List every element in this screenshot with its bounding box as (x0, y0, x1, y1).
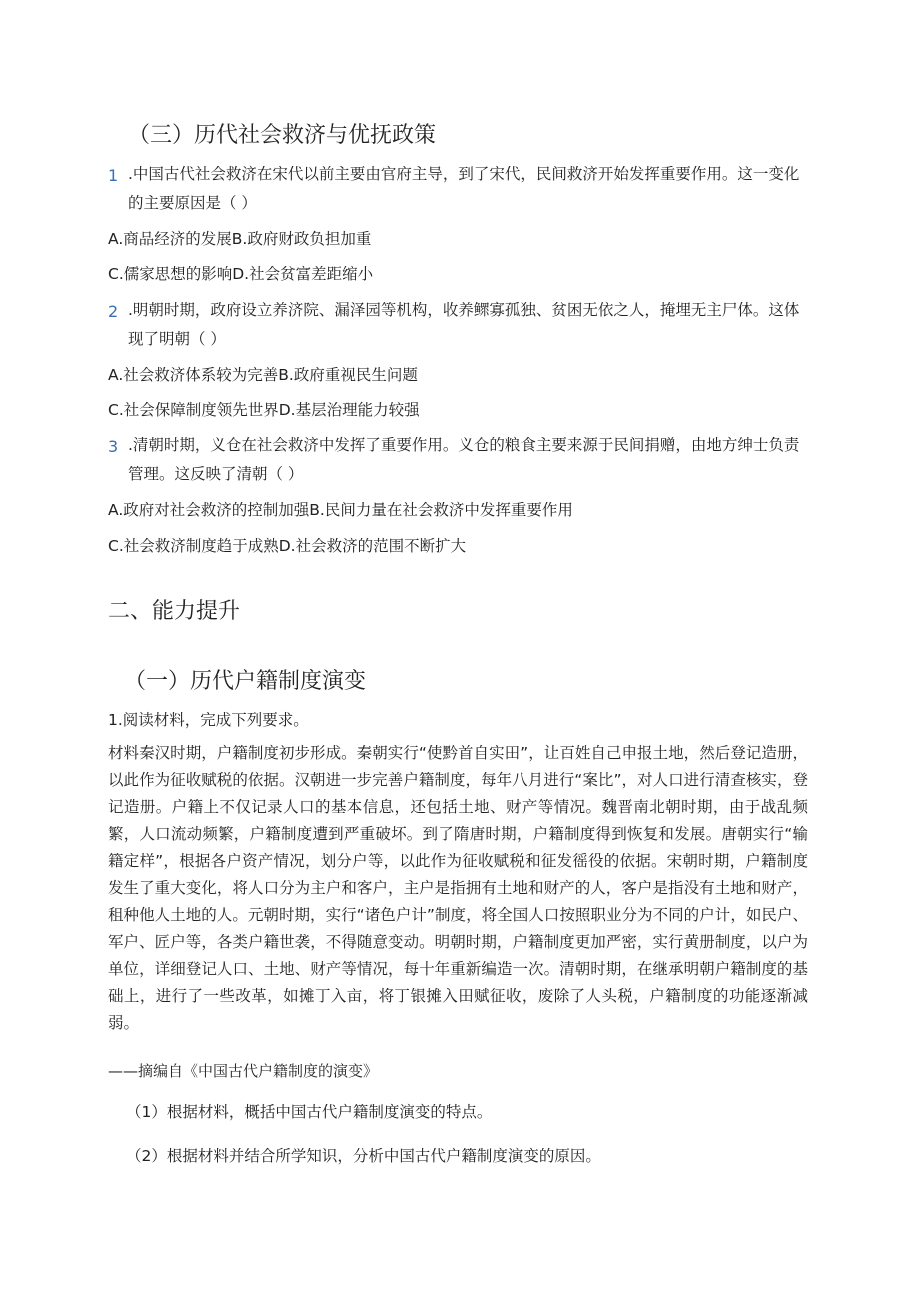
answer-options: A.社会救济体系较为完善B.政府重视民生问题 (108, 366, 418, 384)
question-number: 1 (108, 166, 119, 185)
question-stem-line: 现了明朝（ ） (128, 330, 226, 348)
question-stem-line: .中国古代社会救济在宋代以前主要由官府主导，到了宋代，民间救济开始发挥重要作用。这一变化 (128, 165, 800, 183)
material-paragraph: 材料秦汉时期，户籍制度初步形成。秦朝实行“使黔首自实田”，让百姓自己申报土地，然后登记造册，以此作为征收赋税的依据。汉朝进一步完善户籍制度，每年八月进行“案比”，对人口进行清查核实，登记造册。户籍上不仅记录人口的基本信息，还包括土地、财产等情况。魏晋南北朝时期，由于战乱频繁，人口流动频繁，户籍制度遭到严重破坏。到了隋唐时期，户籍制度得到恢复和发展。唐朝实行“输籍定样”，根据各户资产情况，划分户等，以此作为征收赋税和征发徭役的依据。宋朝时期，户籍制度发生了重大变化，将人口分为主户和客户，主户是指拥有土地和财产的人，客户是指没有土地和财产，租种他人土地的人。元朝时期，实行“诸色户计”制度，将全国人口按照职业分为不同的户计，如民户、军户、匠户等，各类户籍世袭，不得随意变动。明朝时期，户籍制度更加严密，实行黄册制度，以户为单位，详细登记人口、土地、财产等情况，每十年重新编造一次。清朝时期，在继承明朝户籍制度的基础上，进行了一些改革，如摊丁入亩，将丁银摊入田赋征收，废除了人头税，户籍制度的功能逐渐减弱。 (108, 744, 808, 1032)
question-number: 3 (108, 437, 119, 456)
question-stem-line: .清朝时期，义仓在社会救济中发挥了重要作用。义仓的粮食主要来源于民间捐赠，由地方绅士负责 (128, 436, 800, 454)
sub-question-2: （2）根据材料并结合所学知识，分析中国古代户籍制度演变的原因。 (126, 1147, 601, 1165)
answer-options: C.儒家思想的影响D.社会贫富差距缩小 (108, 265, 374, 283)
section-heading-1: （一）历代户籍制度演变 (124, 669, 367, 694)
source-citation: ——摘编自《中国古代户籍制度的演变》 (108, 1062, 379, 1080)
question-stem-line: .明朝时期，政府设立养济院、漏泽园等机构，收养鳏寡孤独、贫困无依之人，掩埋无主尸体。这体 (128, 301, 800, 319)
answer-options: A.政府对社会救济的控制加强B.民间力量在社会救济中发挥重要作用 (108, 501, 573, 519)
part-heading: 二、能力提升 (108, 599, 241, 624)
answer-options: C.社会保障制度领先世界D.基层治理能力较强 (108, 401, 420, 419)
question-stem-line: 的主要原因是（ ） (128, 194, 257, 212)
task-prompt: 1.阅读材料，完成下列要求。 (108, 711, 309, 729)
answer-options: A.商品经济的发展B.政府财政负担加重 (108, 230, 372, 248)
question-stem-line: 管理。这反映了清朝（ ） (128, 465, 304, 483)
question-number: 2 (108, 302, 119, 321)
section-heading-3: （三）历代社会救济与优抚政策 (128, 123, 437, 148)
answer-options: C.社会救济制度趋于成熟D.社会救济的范围不断扩大 (108, 537, 467, 555)
sub-question-1: （1）根据材料，概括中国古代户籍制度演变的特点。 (126, 1103, 493, 1121)
